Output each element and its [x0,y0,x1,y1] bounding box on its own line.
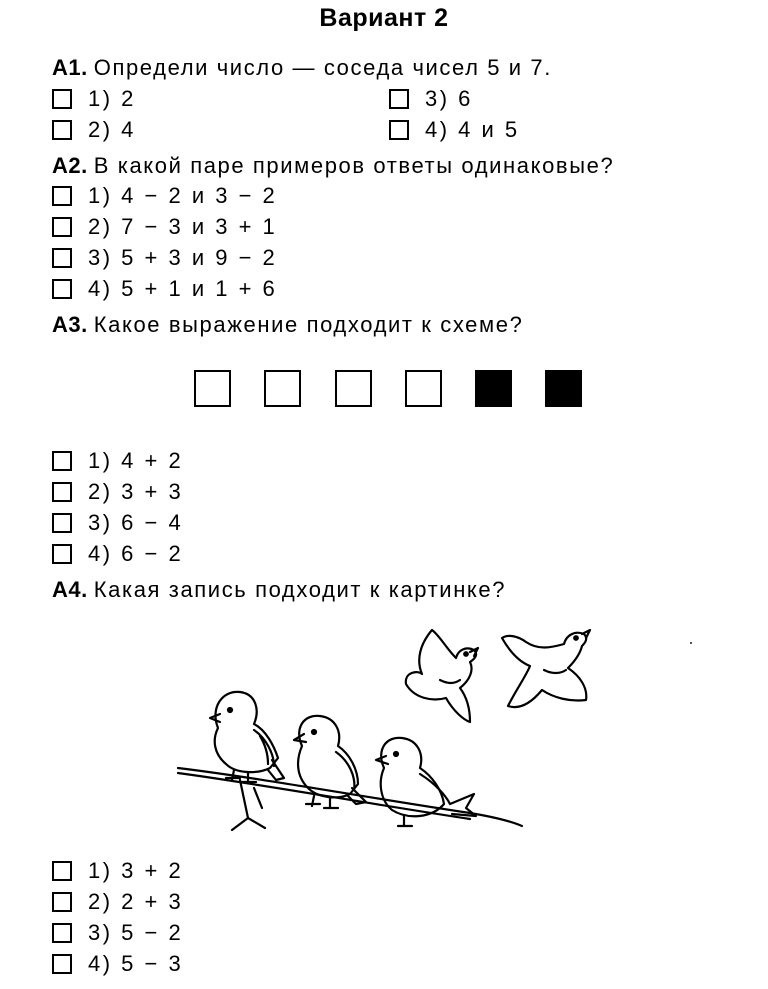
answer-checkbox[interactable] [52,120,72,140]
question-text: Какая запись подходит к картинке? [93,577,507,602]
answer-checkbox[interactable] [52,544,72,564]
answer-option[interactable] [389,116,520,144]
page-title: Вариант 2 [319,4,449,32]
answer-checkbox[interactable] [52,217,72,237]
answer-label: 2) 2 + 3 [88,889,184,914]
answer-label: 2) 3 + 3 [88,479,184,504]
empty-square [264,370,301,407]
answer-checkbox[interactable] [52,513,72,533]
answer-option[interactable] [52,540,183,568]
answer-checkbox[interactable] [52,186,72,206]
answer-option[interactable] [52,85,136,113]
filled-square [475,370,512,407]
answer-label: 4) 5 + 1 и 1 + 6 [88,276,278,301]
answer-checkbox[interactable] [52,279,72,299]
answer-label: 1) 2 [88,86,136,111]
empty-square [194,370,231,407]
answer-checkbox[interactable] [52,954,72,974]
answer-checkbox[interactable] [389,89,409,109]
answer-checkbox[interactable] [52,892,72,912]
answer-checkbox[interactable] [52,482,72,502]
question-number: А3. [52,312,88,337]
answer-checkbox[interactable] [52,451,72,471]
answer-option[interactable] [52,244,277,272]
answer-label: 1) 4 + 2 [88,448,184,473]
answer-option[interactable] [52,950,183,978]
answer-option[interactable] [52,213,277,241]
answer-option[interactable] [52,182,277,210]
answer-label: 1) 4 − 2 и 3 − 2 [88,183,278,208]
answer-label: 2) 7 − 3 и 3 + 1 [88,214,278,239]
question-a4 [52,576,506,604]
answer-option[interactable] [52,447,183,475]
answer-label: 3) 5 − 2 [88,920,184,945]
answer-label: 3) 5 + 3 и 9 − 2 [88,245,278,270]
question-text: В какой паре примеров ответы одинаковые? [93,153,615,178]
answer-label: 3) 6 [425,86,473,111]
question-text: Какое выражение подходит к схеме? [93,312,524,337]
answer-checkbox[interactable] [52,861,72,881]
answer-option[interactable] [52,509,183,537]
question-number: А2. [52,153,88,178]
answer-option[interactable] [52,275,277,303]
question-text: Определи число — соседа чисел 5 и 7. [93,55,552,80]
answer-option[interactable] [52,888,183,916]
question-a3 [52,311,523,339]
answer-label: 4) 5 − 3 [88,951,184,976]
answer-label: 2) 4 [88,117,136,142]
answer-checkbox[interactable] [52,248,72,268]
answer-option[interactable] [52,857,183,885]
answer-option[interactable] [389,85,473,113]
flying-bird [406,630,478,722]
answer-label: 1) 3 + 2 [88,858,184,883]
empty-square [335,370,372,407]
question-a1 [52,54,552,82]
flying-bird [502,630,590,707]
speck [690,642,692,644]
birds-picture [170,618,620,848]
answer-label: 3) 6 − 4 [88,510,184,535]
answer-checkbox[interactable] [52,89,72,109]
perched-bird [210,692,284,782]
question-number: А1. [52,55,88,80]
answer-option[interactable] [52,919,183,947]
answer-label: 4) 6 − 2 [88,541,184,566]
question-a2 [52,152,614,180]
answer-option[interactable] [52,116,136,144]
answer-checkbox[interactable] [389,120,409,140]
empty-square [405,370,442,407]
answer-checkbox[interactable] [52,923,72,943]
question-number: А4. [52,577,88,602]
answer-label: 4) 4 и 5 [425,117,520,142]
answer-option[interactable] [52,478,183,506]
filled-square [545,370,582,407]
